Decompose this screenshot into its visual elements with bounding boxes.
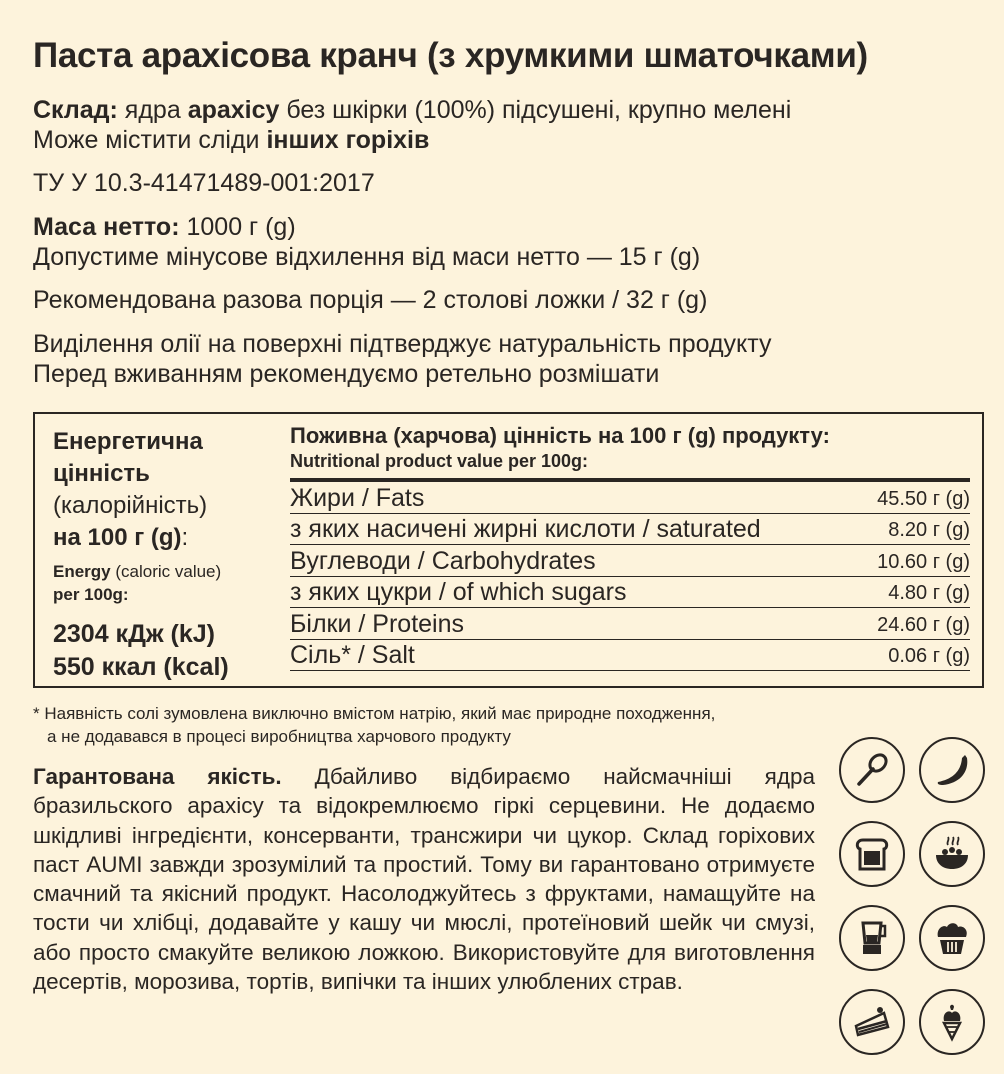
energy-per-100-text: на 100 г (g) <box>53 524 182 551</box>
nutrient-value: 24.60 г (g) <box>877 613 970 636</box>
nutrient-label: Білки / Proteins <box>290 609 464 638</box>
nutrition-row <box>290 545 970 577</box>
salt-footnote <box>33 702 715 748</box>
nutrient-label: Жири / Fats <box>290 483 425 512</box>
nutrient-label: з яких насичені жирні кислоти / saturated <box>290 515 761 543</box>
composition-text-1: ядра <box>117 96 188 124</box>
nutrient-label: з яких цукри / of which sugars <box>290 578 627 606</box>
nutrition-row <box>290 514 970 546</box>
nutrient-value: 10.60 г (g) <box>877 550 970 573</box>
may-contain-nuts: інших горіхів <box>266 126 430 154</box>
portion-line: Рекомендована разова порція — 2 столові ложки / 32 г (g) <box>33 286 708 314</box>
energy-block <box>53 426 283 684</box>
nutrition-row <box>290 482 970 514</box>
nutrient-value: 4.80 г (g) <box>888 582 970 604</box>
may-contain-text: Може містити сліди <box>33 126 267 154</box>
nutrition-row <box>290 640 970 672</box>
guarantee-paragraph <box>33 762 815 996</box>
net-tolerance: Допустиме мінусове відхилення від маси нетто — 15 г (g) <box>33 243 701 271</box>
energy-en-per: per 100g: <box>53 585 129 604</box>
usage-icons <box>836 736 986 1066</box>
nutrient-label: Вуглеводи / Carbohydrates <box>290 546 596 575</box>
mix-note: Перед вживанням рекомендуємо ретельно розмішати <box>33 360 660 388</box>
footnote-line-1: * Наявність солі зумовлена виключно вмістом натрію, який має природне походження, <box>33 704 716 723</box>
energy-per-colon: : <box>181 524 189 551</box>
nutrient-value: 0.06 г (g) <box>888 645 970 667</box>
net-mass-value: 1000 г (g) <box>179 213 296 241</box>
may-contain-line <box>33 125 429 155</box>
energy-title-2: цінність <box>53 460 150 487</box>
composition-peanut: арахісу <box>187 96 280 124</box>
energy-calorie: (калорійність) <box>53 492 208 519</box>
energy-en-rest: (caloric value) <box>110 562 222 581</box>
muffin-icon <box>919 905 985 971</box>
toast-icon <box>839 821 905 887</box>
porridge-bowl-icon <box>919 821 985 887</box>
nutrition-header-en: Nutritional product value per 100g: <box>290 451 589 471</box>
nutrition-row <box>290 608 970 640</box>
composition-line <box>33 95 791 125</box>
tu-code: ТУ У 10.3-41471489-001:2017 <box>33 169 375 197</box>
cake-slice-icon <box>839 989 905 1055</box>
net-mass-label: Маса нетто: <box>33 213 180 241</box>
energy-title-1: Енергетична <box>53 428 203 455</box>
composition-text-2: без шкірки (100%) підсушені, крупно мелені <box>279 96 792 124</box>
oil-note: Виділення олії на поверхні підтверджує натуральність продукту <box>33 330 772 358</box>
guarantee-label: Гарантована якість. <box>33 764 282 789</box>
energy-kj: 2304 кДж (kJ) <box>53 620 216 648</box>
product-title: Паста арахісова кранч (з хрумкими шматочками) <box>33 36 868 75</box>
energy-kcal: 550 ккал (kcal) <box>53 653 229 681</box>
spoon-icon <box>839 737 905 803</box>
net-mass-line <box>33 212 296 242</box>
nutrition-table <box>290 422 970 671</box>
nutrition-row <box>290 577 970 609</box>
nutrient-value: 45.50 г (g) <box>877 487 970 510</box>
composition-label: Склад: <box>33 96 118 124</box>
nutrition-header-ua: Поживна (харчова) цінність на 100 г (g) продукту: <box>290 423 830 448</box>
nutrient-value: 8.20 г (g) <box>888 519 970 541</box>
energy-per-100 <box>53 522 283 554</box>
banana-icon <box>919 737 985 803</box>
energy-en-bold: Energy <box>53 562 111 581</box>
nutrition-box <box>33 412 984 688</box>
footnote-line-2: а не додавався в процесі виробництва харчового продукту <box>47 727 511 746</box>
energy-en <box>53 560 283 583</box>
blender-icon <box>839 905 905 971</box>
nutrient-label: Сіль* / Salt <box>290 641 415 669</box>
ice-cream-icon <box>919 989 985 1055</box>
guarantee-text: Дбайливо відбираємо найсмачніші ядра бразильского арахісу та відокремлюємо гіркі серцевини. Не додаємо шкідливі інгредієнти, консерванти, трансжири чи цукор. Склад горіхових паст AUMI завжди зрозумілий та простий. Тому ви гарантовано отримуєте смачний та якісний продукт. Насолоджуйтесь з фруктами, намащуйте на тости чи хлібці, додавайте у кашу чи мюслі, протеїновий шейк чи смузі, або просто смакуйте великою ложкою. Використовуйте для виготовлення десертів, морозива, тортів, випічки та інших улюблених страв. <box>33 764 815 995</box>
